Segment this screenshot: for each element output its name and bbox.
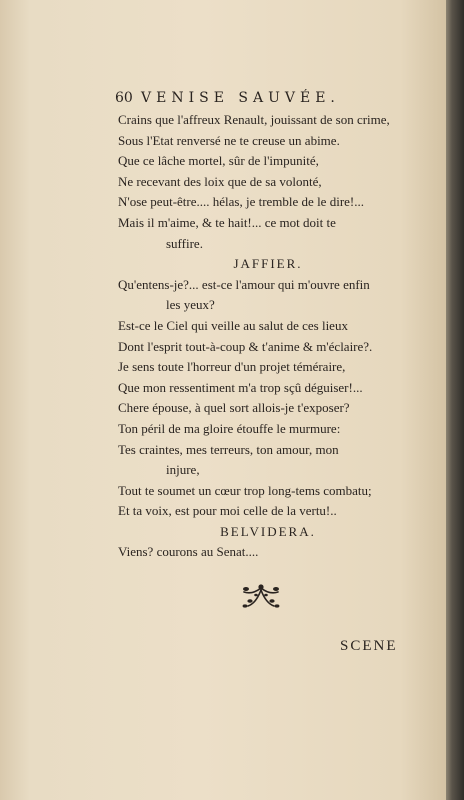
text-line: Ne recevant des loix que de sa volonté, [118, 173, 322, 189]
catchword: SCENE [340, 638, 398, 654]
text-line: Mais il m'aime, & te hait!... ce mot doit te [118, 214, 336, 230]
text-line: suffire. [166, 235, 203, 251]
text-line: Dont l'esprit tout-à-coup & t'anime & m'éclaire?. [118, 338, 373, 354]
text-line: Tes craintes, mes terreurs, ton amour, mon [118, 441, 339, 457]
text-line: Et ta voix, est pour moi celle de la vertu!.. [118, 503, 337, 519]
book-edge [446, 0, 464, 800]
text-line: Crains que l'affreux Renault, jouissant de son crime, [118, 112, 390, 127]
text-line: Viens? courons au Senat.... [118, 544, 259, 560]
page-number: 60 [115, 90, 133, 106]
text-line: Que mon ressentiment m'a trop sçû déguiser!... [118, 379, 363, 395]
text-line: Ton péril de ma gloire étouffe le murmure: [118, 420, 341, 436]
text-line: les yeux? [166, 297, 215, 313]
page-header [115, 90, 415, 106]
text-line: Que ce lâche mortel, sûr de l'impunité, [118, 153, 319, 169]
text-line: injure, [166, 462, 200, 478]
floral-vignette-icon [236, 582, 286, 610]
text-line: Tout te soumet un cœur trop long-tems combatu; [118, 482, 372, 498]
text-line: Je sens toute l'horreur d'un projet téméraire, [118, 359, 346, 375]
text-line: Est-ce le Ciel qui veille au salut de ces lieux [118, 317, 348, 333]
running-title: VENISE SAUVÉE. [141, 90, 340, 106]
speaker-name: JAFFIER. [233, 256, 303, 272]
text-line: Sous l'Etat renversé ne te creuse un abime. [118, 132, 340, 148]
text-line: N'ose peut-être.... hélas, je tremble de le dire!... [118, 194, 364, 210]
text-line: Chere épouse, à quel sort allois-je t'exposer? [118, 400, 350, 416]
text-line: Qu'entens-je?... est-ce l'amour qui m'ouvre enfin [118, 276, 370, 292]
text-body [118, 110, 418, 563]
speaker-name: BELVIDERA. [220, 523, 316, 539]
